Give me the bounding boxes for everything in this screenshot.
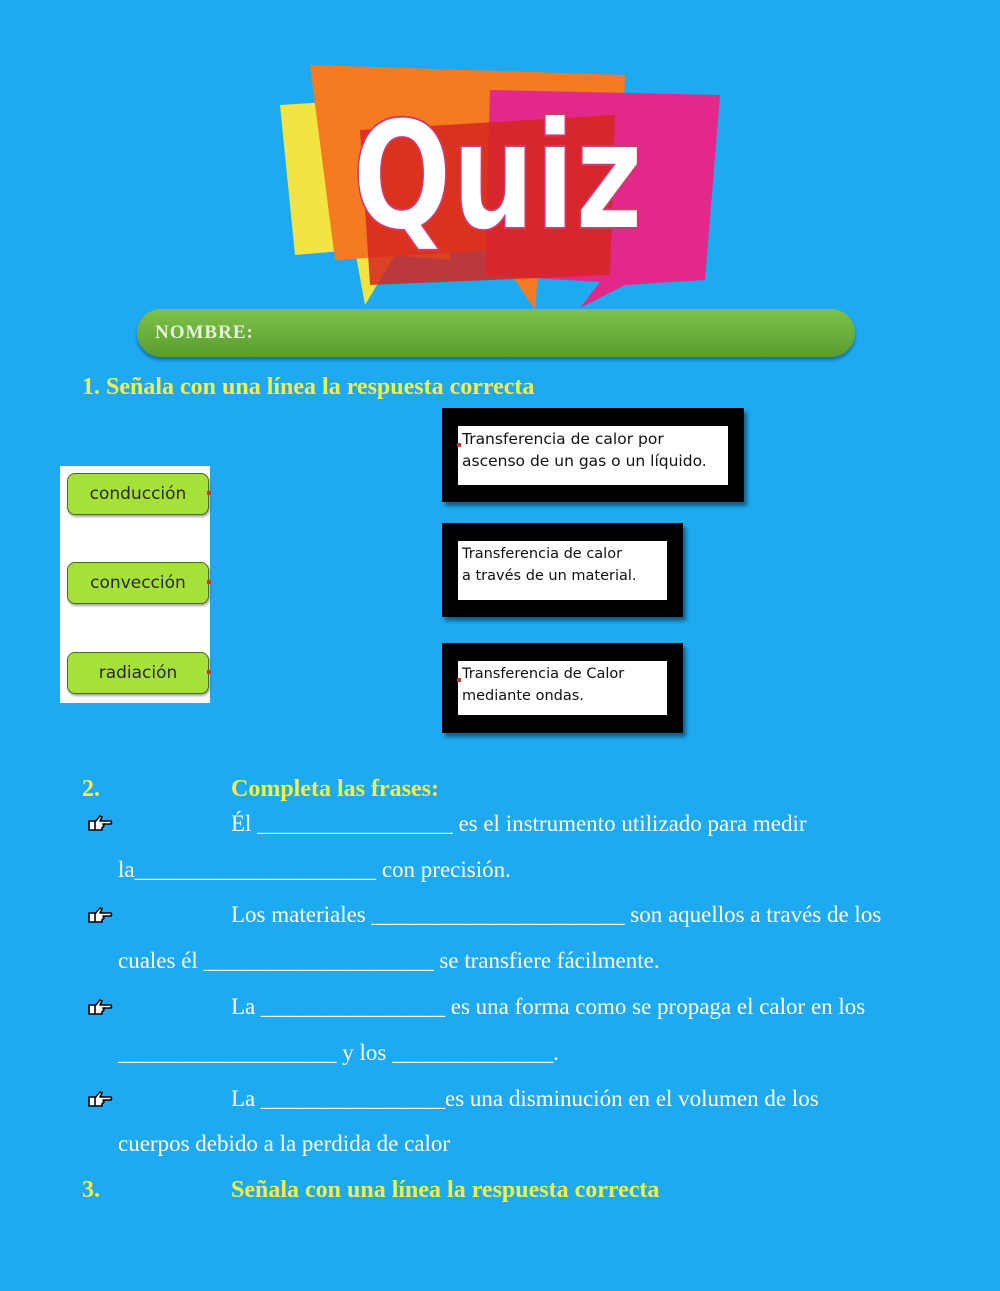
definition-card-2[interactable] (442, 523, 683, 617)
connector-dot[interactable] (207, 580, 211, 584)
pointing-hand-icon (87, 995, 113, 1017)
section1-heading (82, 374, 534, 401)
connector-dot[interactable] (207, 491, 211, 495)
section2-number: 2. (82, 776, 100, 802)
definition-3-line2: mediante ondas. (462, 688, 584, 704)
definition-1-line1: Transferencia de calor por (462, 430, 664, 448)
sentence-3-line1: La ________________ es una forma como se propaga el calor en los (231, 994, 866, 1019)
pointing-hand-icon (87, 1087, 113, 1109)
connector-dot[interactable] (457, 443, 461, 447)
section2-title: Completa las frases: (231, 776, 439, 802)
connector-dot[interactable] (207, 670, 211, 674)
section3-title: Señala con una línea la respuesta correcta (231, 1177, 660, 1203)
connector-dot[interactable] (457, 678, 461, 682)
terms-column (60, 466, 210, 703)
definition-card-3[interactable] (442, 643, 683, 733)
term-label: radiación (98, 663, 178, 683)
pointing-hand-icon (87, 903, 113, 925)
quiz-title: Quiz (352, 88, 644, 264)
definition-2-line2: a través de un material. (462, 568, 637, 584)
definition-card-1[interactable] (442, 408, 744, 502)
sentence-4-line1: La ________________es una disminución en el volumen de los (231, 1086, 819, 1111)
term-conduccion[interactable] (67, 473, 209, 515)
sentence-2-line2: cuales él ____________________ se transfiere fácilmente. (118, 948, 660, 973)
name-label: NOMBRE: (155, 322, 254, 343)
sentence-1-line2: la_____________________ con precisión. (118, 857, 511, 882)
term-label: conducción (89, 484, 187, 504)
pointing-hand-icon (87, 811, 113, 833)
term-conveccion[interactable] (67, 562, 209, 604)
sentence-1-line1: Él _________________ es el instrumento utilizado para medir (231, 811, 807, 836)
section3-number: 3. (82, 1177, 100, 1203)
definition-1-line2: ascenso de un gas o un líquido. (462, 452, 707, 470)
sentence-3-line2: ___________________ y los ______________. (118, 1040, 559, 1065)
name-field-bar[interactable] (137, 309, 855, 357)
term-label: convección (90, 573, 186, 593)
sentence-2-line1: Los materiales ______________________ son aquellos a través de los (231, 902, 882, 927)
term-radiacion[interactable] (67, 652, 209, 694)
quiz-banner-logo (270, 60, 730, 310)
section1-number: 1. (82, 374, 100, 400)
definition-2-line1: Transferencia de calor (462, 546, 623, 562)
definition-3-line1: Transferencia de Calor (462, 666, 625, 682)
section1-title: Señala con una línea la respuesta correcta (106, 374, 535, 400)
sentence-4-line2: cuerpos debido a la perdida de calor (118, 1131, 451, 1156)
